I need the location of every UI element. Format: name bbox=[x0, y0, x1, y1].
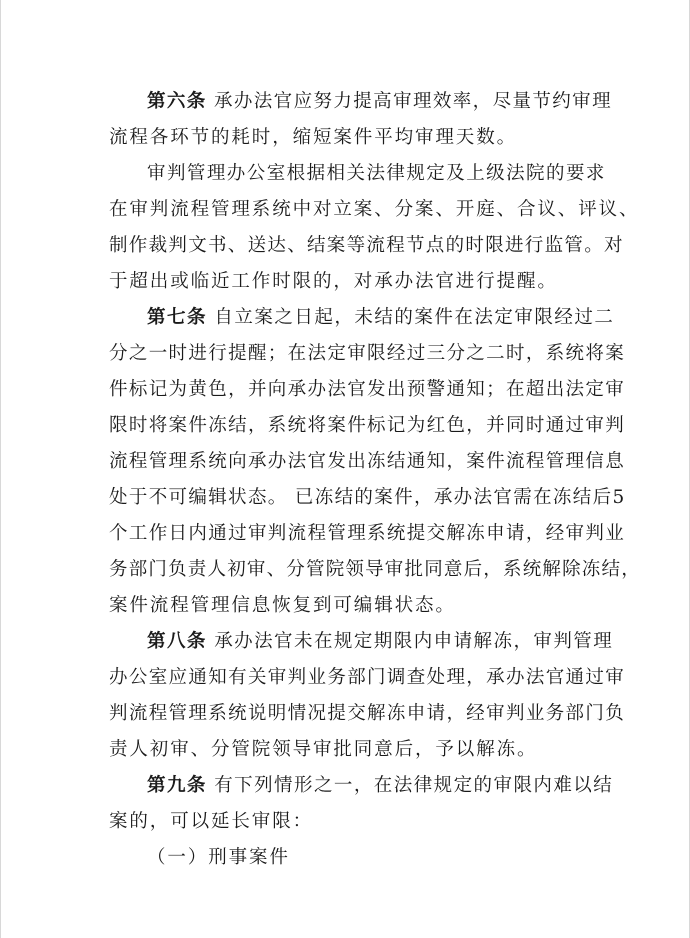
paragraph-line-6: 于超出或临近工作时限的，对承办法官进行提醒。 bbox=[109, 271, 558, 292]
article-9-line-1 bbox=[147, 774, 613, 798]
article-6-text: 承办法官应努力提高审理效率，尽量节约审理 bbox=[206, 91, 612, 112]
article-8-line-2: 办公室应通知有关审判业务部门调查处理，承办法官通过审 bbox=[109, 667, 626, 688]
paragraph-line-3: 审判管理办公室根据相关法律规定及上级法院的要求 bbox=[147, 163, 606, 184]
article-6-line-2: 流程各环节的耗时，缩短案件平均审理天数。 bbox=[109, 127, 518, 148]
article-6-line-1 bbox=[147, 90, 612, 114]
article-7-line-8: 务部门负责人初审、分管院领导审批同意后，系统解除冻结， bbox=[109, 559, 641, 580]
article-7-line-1 bbox=[147, 306, 614, 330]
article-7-line-2: 分之一时进行提醒；在法定审限经过三分之二时，系统将案 bbox=[109, 343, 626, 364]
article-9-line-2: 案的，可以延长审限： bbox=[109, 811, 314, 832]
article-8-line-4: 责人初审、分管院领导审批同意后，予以解冻。 bbox=[109, 739, 538, 760]
article-7-heading: 第七条 bbox=[147, 307, 208, 328]
article-8-line-1 bbox=[147, 630, 613, 654]
article-7-line-3: 件标记为黄色，并向承办法官发出预警通知；在超出法定审 bbox=[109, 379, 626, 400]
article-6-heading: 第六条 bbox=[147, 91, 207, 112]
article-8-line-3: 判流程管理系统说明情况提交解冻申请，经审判业务部门负 bbox=[109, 703, 626, 724]
list-item-criminal-cases: （一）刑事案件 bbox=[147, 847, 290, 868]
article-8-heading: 第八条 bbox=[147, 631, 207, 652]
article-7-line-9: 案件流程管理信息恢复到可编辑状态。 bbox=[109, 595, 456, 616]
article-9-heading: 第九条 bbox=[147, 775, 207, 796]
article-7-text: 自立案之日起，未结的案件在法定审限经过二 bbox=[207, 307, 615, 328]
article-7-line-5: 流程管理系统向承办法官发出冻结通知，案件流程管理信息 bbox=[109, 451, 626, 472]
paragraph-line-4: 在审判流程管理系统中对立案、分案、开庭、合议、评议、 bbox=[109, 199, 640, 220]
article-7-line-7: 个工作日内通过审判流程管理系统提交解冻申请，经审判业 bbox=[109, 523, 626, 544]
article-7-line-6: 处于不可编辑状态。 已冻结的案件，承办法官需在冻结后5 bbox=[109, 487, 626, 508]
article-8-text: 承办法官未在规定期限内申请解冻，审判管理 bbox=[206, 631, 614, 652]
article-7-line-4: 限时将案件冻结，系统将案件标记为红色，并同时通过审判 bbox=[109, 415, 626, 436]
article-9-text: 有下列情形之一，在法律规定的审限内难以结 bbox=[206, 775, 614, 796]
paragraph-line-5: 制作裁判文书、送达、结案等流程节点的时限进行监管。对 bbox=[109, 235, 624, 256]
